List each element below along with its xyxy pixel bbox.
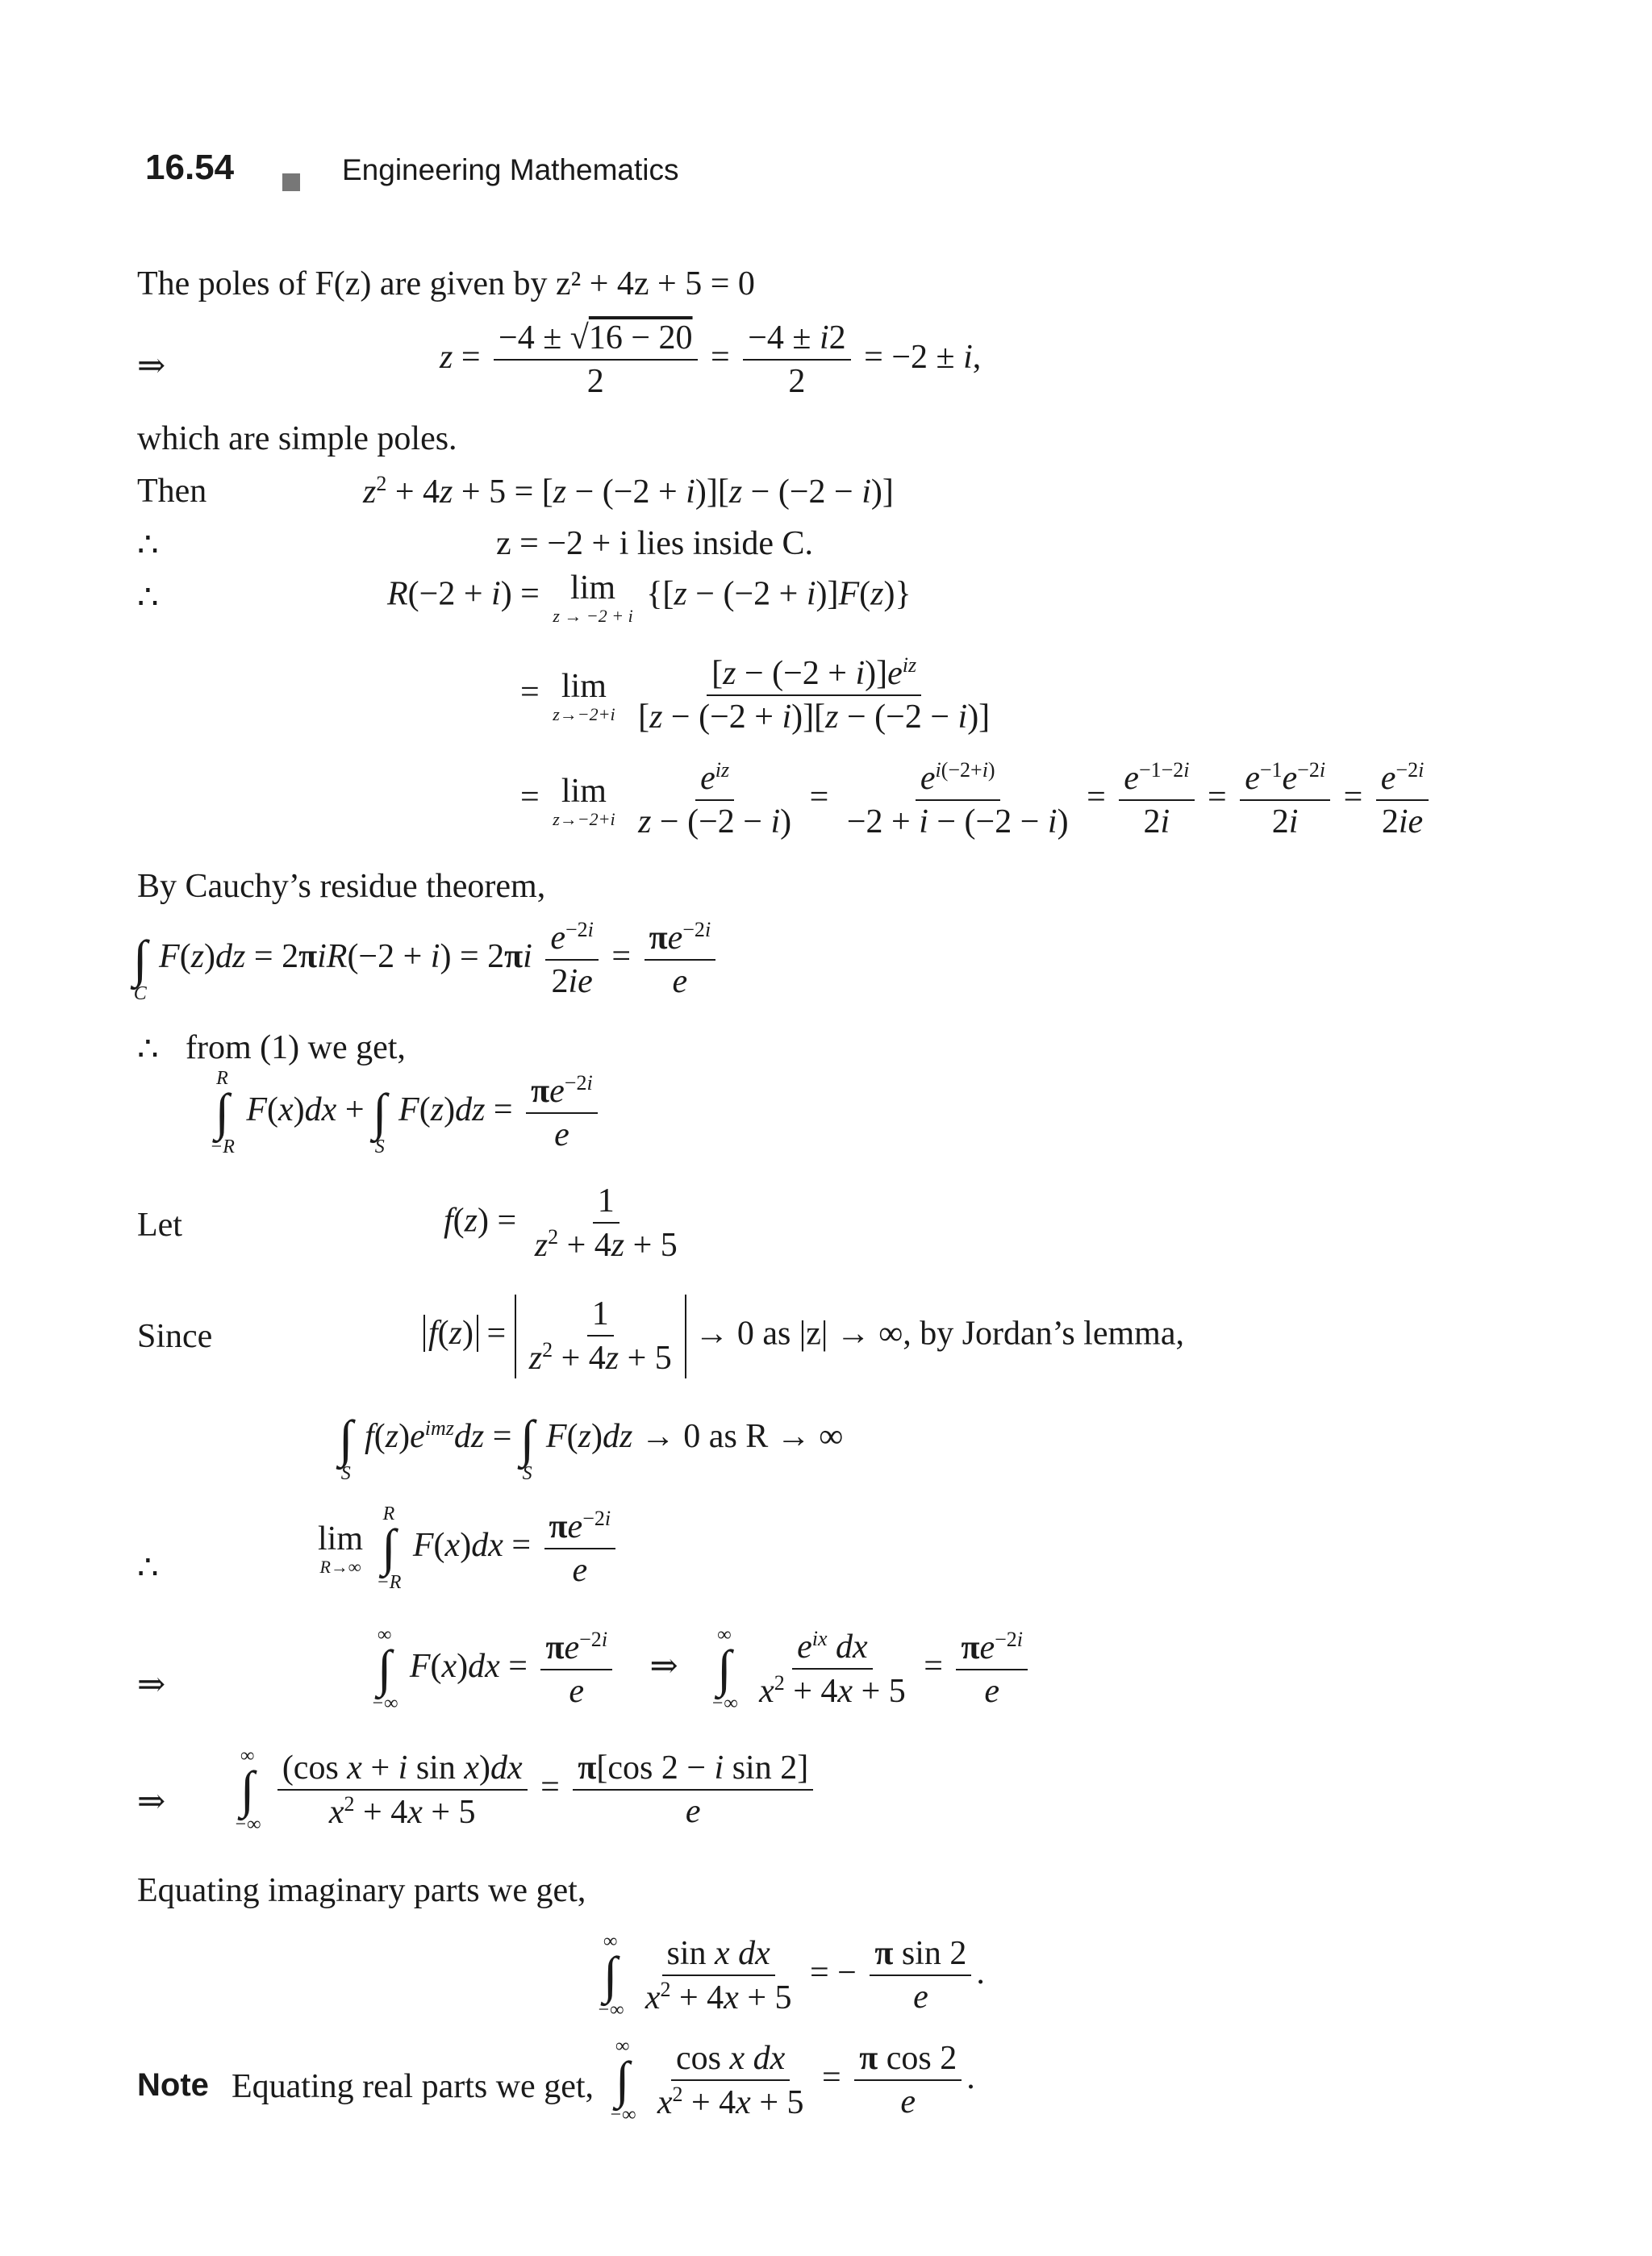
therefore-symbol-1: ∴: [137, 527, 159, 564]
residue-step-2: = lim z→−2+i $\frac{e^{iz}}{z - (-2 - i)}$ = $\frac{e^{i(-2+i)}}{-2 + i - (-2 - i)}$ = $\frac{e^{-1-2i}}{2i}$ = $\frac{e^{-1}e^{-2i}}{2i}$ = $\frac{e^{-2i}}{2ie}$: [520, 758, 1433, 842]
since-label: Since: [137, 1318, 213, 1355]
cauchy-text: By Cauchy’s residue theorem,: [137, 868, 546, 905]
implies-symbol-3: ⇒: [137, 1783, 166, 1820]
header-square-icon: [282, 161, 300, 199]
then-label: Then: [137, 473, 207, 510]
split-integral: R ∫ −R F(x)dx + ∫ S F(z)dz = $\frac{\pi e^{-2i}}{e}$: [210, 1069, 603, 1157]
as-R-text: as R → ∞: [708, 1418, 844, 1456]
book-title: Engineering Mathematics: [342, 153, 679, 186]
f-definition: f(z) = $\frac{1}{z^2 + 4z + 5}$: [444, 1182, 678, 1265]
jordan-bound: f(z) = $\frac{1}{z^2 + 4z + 5}$ → 0 as |z| → ∞, by Jordan’s lemma,: [423, 1295, 1184, 1378]
cosine-result: ∞ ∫ −∞ $\frac{\text{cos x dx}}{x^2 + 4x + 5}$ = $\frac{\text{π cos 2}}{e}$ .: [609, 2036, 975, 2125]
therefore-symbol-4: ∴: [137, 1549, 159, 1587]
residue-definition: R(−2 + i) = lim z → −2 + i {[z − (−2 + i)]F(z)}: [387, 569, 912, 626]
let-label: Let: [137, 1207, 182, 1244]
residue-step-1: = lim z→−2+i $\frac{[z - (-2 + i)]e^{iz}}{[z - (-2 + i)][z - (-2 - i)]}$: [520, 653, 991, 736]
therefore-symbol-3: ∴: [137, 1031, 159, 1068]
contour-integral: ∫ C F(z)dz = 2πiR(−2 + i) = 2πi $\frac{e^{-2i}}{2ie}$ = $\frac{\pi e^{-2i}}{e}$: [133, 915, 720, 1003]
jordan-text: → 0 as |z| → ∞, by Jordan’s lemma,: [695, 1315, 1184, 1353]
equating-imag-text: Equating imaginary parts we get,: [137, 1872, 586, 1909]
infinite-integral: ∞ ∫ −∞ F(x)dx = $\frac{\pi e^{-2i}}{e}$ ⇒ ∞ ∫ −∞ $\frac{e^{ix} dx}{x^2 + 4x + 5}$ = $\frac{\pi e^{-2i}}{e}$: [371, 1625, 1032, 1713]
sine-result: ∞ ∫ −∞ $\frac{\text{sin x dx}}{x^2 + 4x + 5}$ = − $\frac{\text{π sin 2}}{e}$ .: [597, 1931, 985, 2020]
implies-symbol-2: ⇒: [137, 1666, 166, 1703]
factorization: $z^2 + 4z + 5 = [z - (-2 + i)][z - (-2 - i)]$: [363, 472, 894, 511]
jordan-integral: ∫ S $f(z)e^{imz}dz$ = ∫ S F(z)dz → 0 as R → ∞: [339, 1410, 844, 1484]
implies-symbol: ⇒: [137, 348, 166, 385]
from-one-text: from (1) we get,: [186, 1029, 406, 1066]
poles-intro: The poles of F(z) are given by z² + 4z + 5 = 0: [137, 265, 755, 302]
simple-poles-text: which are simple poles.: [137, 420, 457, 457]
note-text: Equating real parts we get,: [232, 2068, 594, 2105]
lies-inside-text: z = −2 + i lies inside C.: [496, 525, 814, 562]
page-number: 16.54: [145, 148, 235, 187]
note-label: Note: [137, 2067, 209, 2103]
limit-integral: lim R→∞ R ∫ −R F(x)dx = $\frac{\pi e^{-2i}}{e}$: [313, 1504, 620, 1592]
therefore-symbol-2: ∴: [137, 579, 159, 616]
euler-integral: ∞ ∫ −∞ $\frac{\text{(cos x + i sin x)dx}}{x^2 + 4x + 5}$ = $\frac{\text{π[cos 2 − i sin 2]}}{e}$: [234, 1746, 818, 1834]
equation-roots: z = $\frac{-4 \pm √16 - 20}{2}$ = $\frac{-4 \pm i2}{2}$ = −2 ± i,: [440, 319, 982, 401]
